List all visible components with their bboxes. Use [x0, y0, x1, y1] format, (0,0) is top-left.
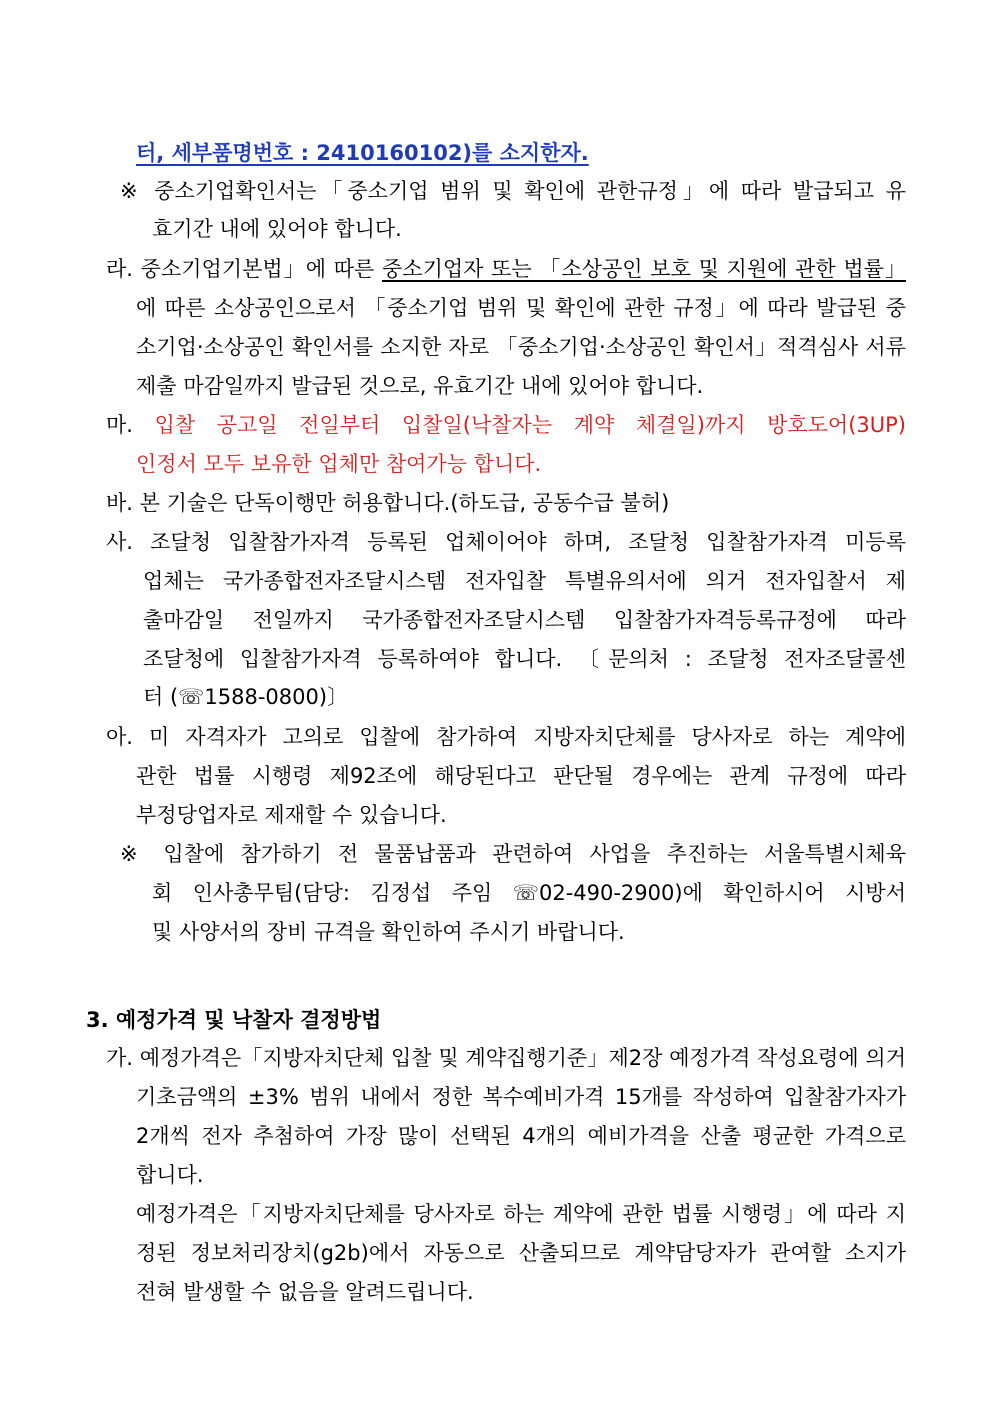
para-ra-underlined: 중소기업자 또는 「소상공인 보호 및 지원에 관한 법률」	[382, 257, 906, 281]
para-line: 에 따른 소상공인으로서 「중소기업 범위 및 확인에 관한 규정」에 따라 발급된 중	[136, 296, 906, 320]
note-line: 효기간 내에 있어야 합니다.	[152, 217, 402, 241]
para-ba: 바. 본 기술은 단독이행만 허용합니다.(하도급, 공동수급 불허)	[106, 491, 670, 515]
para-ra-prefix: 라. 중소기업기본법」에 따른	[106, 257, 382, 281]
para-line: 기초금액의 ±3% 범위 내에서 정한 복수예비가격 15개를 작성하여 입찰참가자가	[136, 1085, 906, 1109]
para-line: 정된 정보처리장치(g2b)에서 자동으로 산출되므로 계약담당자가 관여할 소지가	[136, 1241, 906, 1265]
para-ma-red: 입찰 공고일 전일부터 입찰일(낙찰자는 계약 체결일)까지 방호도어(3UP)	[154, 413, 906, 437]
note-line: ※ 입찰에 참가하기 전 물품납품과 관련하여 사업을 추진하는 서울특별시체육	[120, 842, 906, 866]
para-line: 합니다.	[136, 1163, 204, 1187]
blue-line: 터, 세부품명번호 : 2410160102)를 소지한자.	[136, 141, 589, 165]
para-line: 2개씩 전자 추첨하여 가장 많이 선택된 4개의 예비가격을 산출 평균한 가격으로	[136, 1124, 906, 1148]
para-line: 소기업·소상공인 확인서를 소지한 자로 「중소기업·소상공인 확인서」적격심사 서류	[136, 335, 906, 359]
para-a: 아. 미 자격자가 고의로 입찰에 참가하여 지방자치단체를 당사자로 하는 계약에	[106, 725, 906, 749]
para-line: 전혀 발생할 수 없음을 알려드립니다.	[136, 1280, 474, 1304]
para-ra	[106, 254, 906, 284]
para-line: 제출 마감일까지 발급된 것으로, 유효기간 내에 있어야 합니다.	[136, 374, 704, 398]
para-sa: 사. 조달청 입찰참가자격 등록된 업체이어야 하며, 조달청 입찰참가자격 미등록	[106, 530, 906, 554]
para-line: 터 (☏1588-0800)〕	[143, 685, 349, 709]
note-line: 회 인사총무팀(담당: 김정섭 주임 ☏02-490-2900)에 확인하시어 시방서	[152, 881, 906, 905]
note-line: 및 사양서의 장비 규격을 확인하여 주시기 바랍니다.	[152, 920, 625, 944]
para-line: 예정가격은「지방자치단체를 당사자로 하는 계약에 관한 법률 시행령」에 따라 지	[136, 1202, 906, 1226]
red-line: 인정서 모두 보유한 업체만 참여가능 합니다.	[136, 452, 542, 476]
note-line: ※ 중소기업확인서는「중소기업 범위 및 확인에 관한규정」에 따라 발급되고 유	[120, 179, 906, 203]
section-heading: 3. 예정가격 및 낙찰자 결정방법	[86, 1008, 382, 1032]
para-line: 부정당업자로 제재할 수 있습니다.	[136, 803, 447, 827]
para-line: 조달청에 입찰참가자격 등록하여야 합니다. 〔문의처 : 조달청 전자조달콜센	[143, 647, 906, 671]
para-ma	[106, 410, 906, 440]
para-line: 출마감일 전일까지 국가종합전자조달시스템 입찰참가자격등록규정에 따라	[143, 608, 906, 632]
para-ma-prefix: 마.	[106, 413, 155, 437]
para-line: 관한 법률 시행령 제92조에 해당된다고 판단될 경우에는 관계 규정에 따라	[136, 764, 906, 788]
para-ga: 가. 예정가격은「지방자치단체 입찰 및 계약집행기준」제2장 예정가격 작성요령에 의거	[106, 1046, 906, 1070]
para-line: 업체는 국가종합전자조달시스템 전자입찰 특별유의서에 의거 전자입찰서 제	[143, 569, 906, 593]
